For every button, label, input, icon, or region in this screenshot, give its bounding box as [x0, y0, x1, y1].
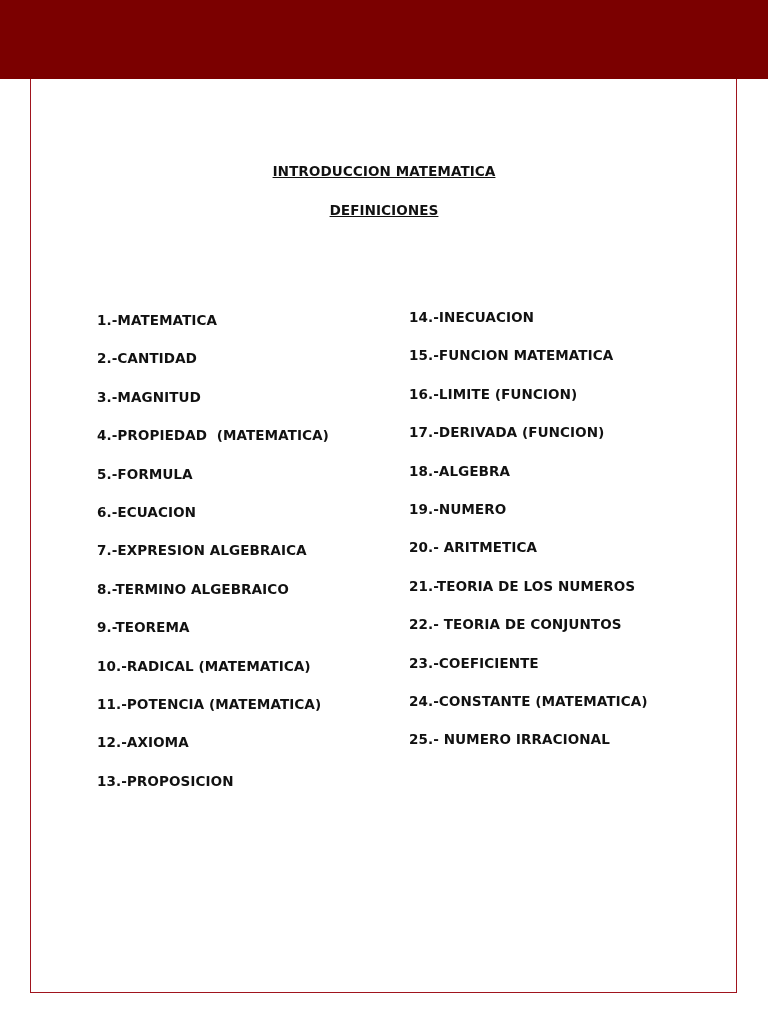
term-item: 22.- TEORIA DE CONJUNTOS [409, 617, 622, 634]
term-item: 24.-CONSTANTE (MATEMATICA) [409, 693, 648, 710]
term-item: 19.-NUMERO [409, 501, 507, 518]
term-item: 3.-MAGNITUD [97, 389, 201, 406]
term-item: 7.-EXPRESION ALGEBRAICA [97, 543, 307, 560]
document-title: INTRODUCCION MATEMATICA [272, 164, 496, 180]
term-item: 25.- NUMERO IRRACIONAL [409, 732, 610, 749]
term-item: 5.-FORMULA [97, 466, 193, 483]
term-item: 12.-AXIOMA [97, 735, 189, 752]
terms-list-left [97, 312, 329, 811]
term-item: 4.-PROPIEDAD (MATEMATICA) [97, 428, 329, 445]
term-item: 6.-ECUACION [97, 504, 197, 521]
term-item: 18.-ALGEBRA [409, 463, 511, 480]
term-item: 11.-POTENCIA (MATEMATICA) [97, 696, 322, 713]
term-item: 16.-LIMITE (FUNCION) [409, 386, 578, 403]
term-item: 10.-RADICAL (MATEMATICA) [97, 658, 311, 675]
term-item: 15.-FUNCION MATEMATICA [409, 348, 614, 365]
terms-list-right [409, 309, 648, 770]
header-bar [0, 0, 768, 79]
term-item: 17.-DERIVADA (FUNCION) [409, 425, 605, 442]
term-item: 13.-PROPOSICION [97, 773, 234, 790]
term-item: 9.-TEOREMA [97, 620, 190, 637]
term-item: 2.-CANTIDAD [97, 351, 197, 368]
term-item: 8.-TERMINO ALGEBRAICO [97, 581, 289, 598]
document-subtitle: DEFINICIONES [329, 203, 439, 219]
term-item: 23.-COEFICIENTE [409, 655, 539, 672]
term-item: 21.-TEORIA DE LOS NUMEROS [409, 578, 636, 595]
term-item: 20.- ARITMETICA [409, 540, 538, 557]
term-item: 1.-MATEMATICA [97, 313, 218, 329]
term-item: 14.-INECUACION [409, 310, 535, 326]
